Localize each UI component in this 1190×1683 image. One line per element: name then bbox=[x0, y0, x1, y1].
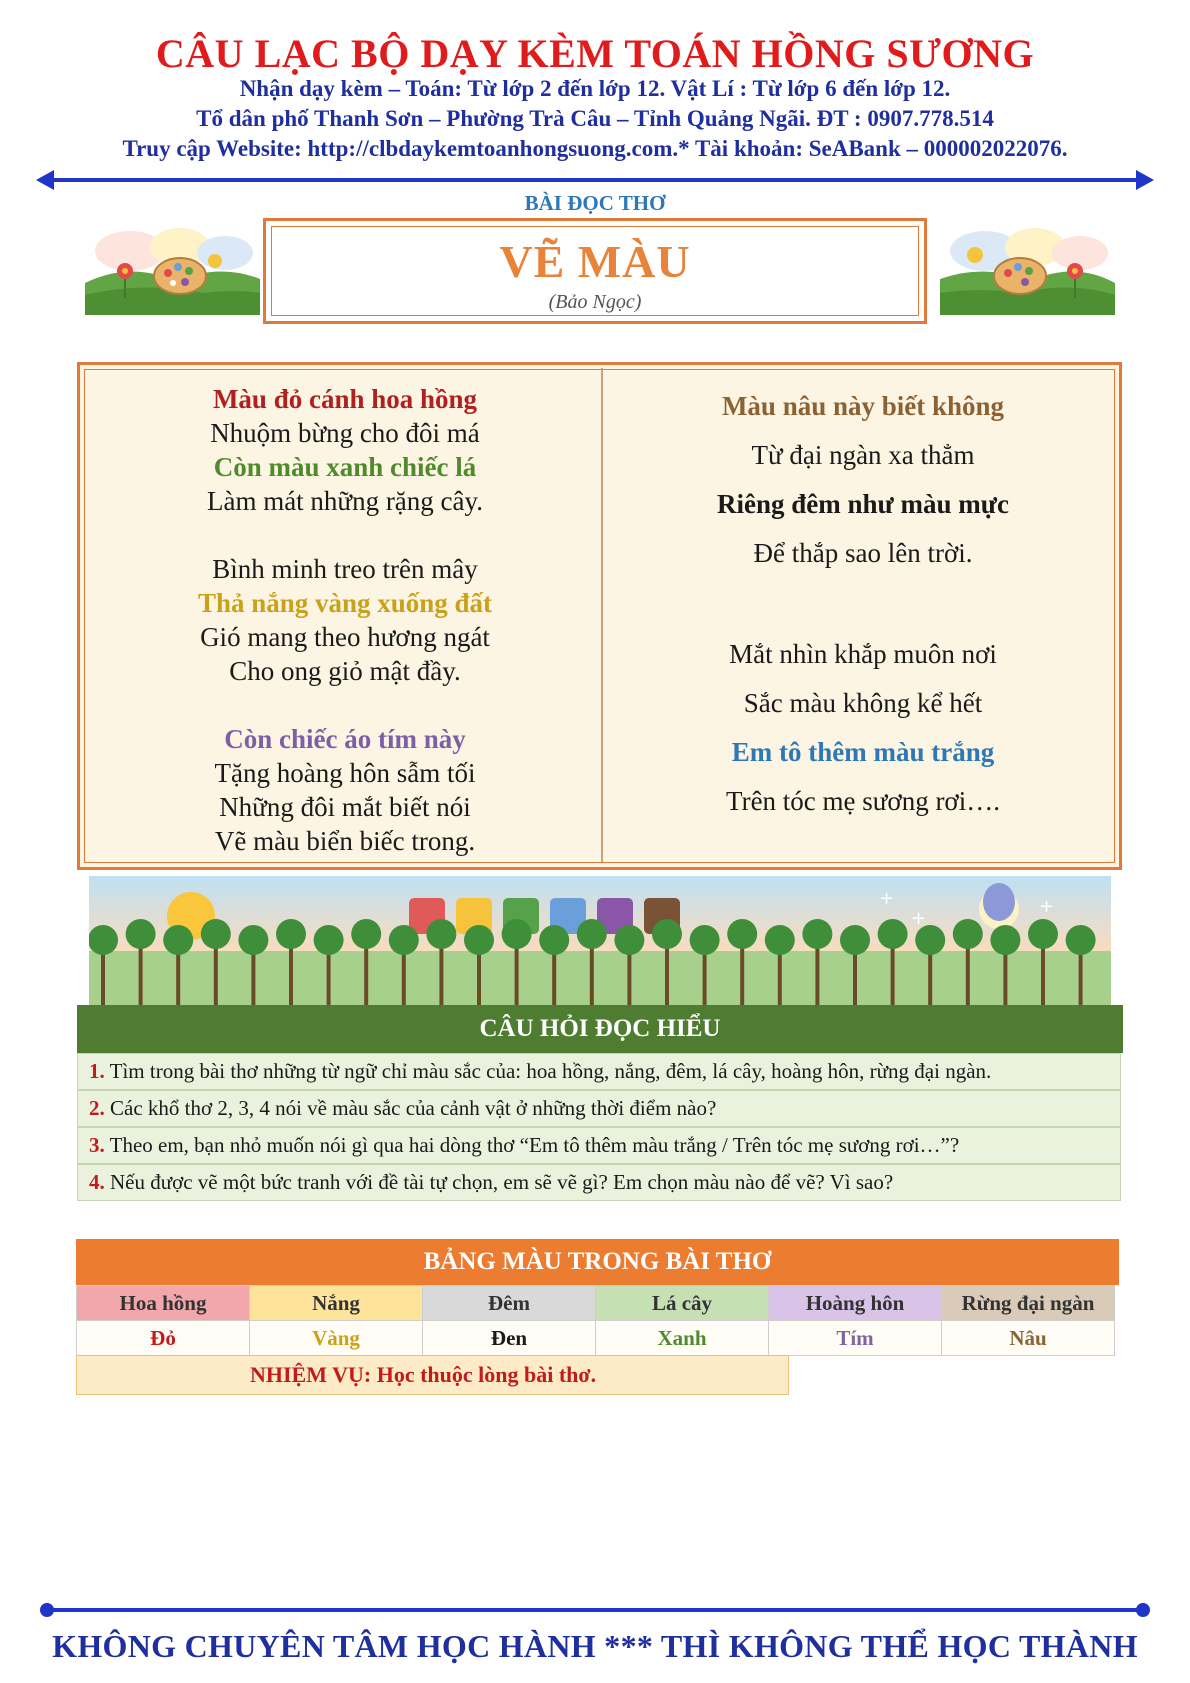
color-table-color-cell: Tím bbox=[769, 1321, 942, 1356]
color-table-color-cell: Nâu bbox=[942, 1321, 1115, 1356]
question-number: 4. bbox=[89, 1170, 105, 1194]
color-table-header: BẢNG MÀU TRONG BÀI THƠ bbox=[76, 1239, 1119, 1285]
poem-line: Sắc màu không kể hết bbox=[743, 688, 983, 718]
tree-icon bbox=[539, 925, 569, 955]
stanza-gap bbox=[95, 688, 595, 722]
poem-line: Bình minh treo trên mây bbox=[212, 554, 478, 584]
poem-box bbox=[77, 362, 1122, 870]
tree-icon bbox=[727, 919, 757, 949]
color-table-thing-cell: Nắng bbox=[250, 1286, 423, 1321]
question-row bbox=[77, 1164, 1121, 1201]
header-divider bbox=[48, 178, 1142, 182]
landscape-illustration bbox=[89, 876, 1111, 1006]
poem-line: Em tô thêm màu trắng bbox=[731, 737, 995, 767]
tree-icon bbox=[690, 925, 720, 955]
color-table-color-cell: Đỏ bbox=[77, 1321, 250, 1356]
tree-icon bbox=[802, 919, 832, 949]
color-table-things-row bbox=[77, 1286, 1115, 1321]
tree-icon bbox=[990, 925, 1020, 955]
poem-line: Cho ong giỏ mật đầy. bbox=[229, 656, 461, 686]
poem-line: Gió mang theo hương ngát bbox=[200, 622, 490, 652]
questions-header: CÂU HỎI ĐỌC HIỂU bbox=[77, 1005, 1123, 1053]
footer-dot-right bbox=[1136, 1603, 1150, 1617]
tree-icon bbox=[915, 925, 945, 955]
color-table-thing-cell: Lá cây bbox=[596, 1286, 769, 1321]
poem-line: Mắt nhìn khắp muôn nơi bbox=[729, 639, 997, 669]
tree-icon bbox=[1028, 919, 1058, 949]
tree-icon bbox=[614, 925, 644, 955]
poem-line: Thả nắng vàng xuống đất bbox=[197, 588, 493, 618]
question-number: 2. bbox=[89, 1096, 105, 1120]
poem-line: Nhuộm bừng cho đôi má bbox=[210, 418, 480, 448]
task-note: NHIỆM VỤ: Học thuộc lòng bài thơ. bbox=[76, 1355, 789, 1395]
poem-column-left bbox=[95, 382, 595, 858]
svg-text:+: + bbox=[911, 908, 927, 929]
poem-line: Màu nâu này biết không bbox=[721, 391, 1005, 421]
stanza-gap bbox=[95, 518, 595, 552]
color-table-thing-cell: Rừng đại ngàn bbox=[942, 1286, 1115, 1321]
palette-meadow-illustration-right bbox=[940, 223, 1115, 315]
tree-icon bbox=[351, 919, 381, 949]
poem-line: Những đôi mắt biết nói bbox=[219, 792, 471, 822]
color-table-thing-cell: Hoàng hôn bbox=[769, 1286, 942, 1321]
tree-icon bbox=[276, 919, 306, 949]
poem-line: Từ đại ngàn xa thẳm bbox=[751, 440, 975, 470]
poem-line: Màu đỏ cánh hoa hồng bbox=[212, 384, 478, 414]
poem-line: Còn chiếc áo tím này bbox=[224, 724, 466, 754]
tree-icon bbox=[878, 919, 908, 949]
question-number: 3. bbox=[89, 1133, 105, 1157]
tree-icon bbox=[464, 925, 494, 955]
tree-icon bbox=[1066, 925, 1096, 955]
tree-icon bbox=[652, 919, 682, 949]
poem-title: VẼ MÀU bbox=[499, 236, 691, 287]
divider-left-arrow-icon bbox=[36, 170, 54, 190]
tree-icon bbox=[953, 919, 983, 949]
question-row bbox=[77, 1053, 1121, 1090]
color-table-thing-cell: Đêm bbox=[423, 1286, 596, 1321]
palette-meadow-illustration-left bbox=[85, 223, 260, 315]
question-text: Theo em, bạn nhỏ muốn nói gì qua hai dòng thơ “Em tô thêm màu trắng / Trên tóc mẹ sương rơi…”? bbox=[104, 1133, 960, 1157]
tree-icon bbox=[426, 919, 456, 949]
moon-icon bbox=[983, 883, 1015, 921]
poem-line: Để thắp sao lên trời. bbox=[753, 538, 973, 568]
tree-icon bbox=[389, 925, 419, 955]
header-website-account: Truy cập Website: http://clbdaykemtoanhongsuong.com.* Tài khoản: SeABank – 000002022076. bbox=[122, 136, 1068, 161]
tree-icon bbox=[577, 919, 607, 949]
divider-right-arrow-icon bbox=[1136, 170, 1154, 190]
question-number: 1. bbox=[89, 1059, 105, 1083]
color-table bbox=[76, 1285, 1115, 1356]
header-teaching-info: Nhận dạy kèm – Toán: Từ lớp 2 đến lớp 12. Vật Lí : Từ lớp 6 đến lớp 12. bbox=[239, 76, 951, 101]
question-text: Các khổ thơ 2, 3, 4 nói về màu sắc của cảnh vật ở những thời điểm nào? bbox=[104, 1096, 717, 1120]
poem-author: (Bảo Ngọc) bbox=[548, 291, 642, 313]
tree-icon bbox=[126, 919, 156, 949]
footer-motto: KHÔNG CHUYÊN TÂM HỌC HÀNH *** THÌ KHÔNG THỂ HỌC THÀNH bbox=[52, 1628, 1138, 1664]
tree-icon bbox=[238, 925, 268, 955]
poem-column-divider bbox=[601, 368, 603, 862]
color-table-thing-cell: Hoa hồng bbox=[77, 1286, 250, 1321]
tree-icon bbox=[201, 919, 231, 949]
poem-line: Riêng đêm như màu mực bbox=[717, 489, 1009, 519]
section-label: BÀI ĐỌC THƠ bbox=[524, 191, 666, 215]
poem-title-box bbox=[263, 218, 927, 324]
stanza-gap bbox=[613, 578, 1113, 630]
tree-icon bbox=[840, 925, 870, 955]
poem-line: Làm mát những rặng cây. bbox=[206, 486, 484, 516]
header-address-phone: Tổ dân phố Thanh Sơn – Phường Trà Câu – Tỉnh Quảng Ngãi. ĐT : 0907.778.514 bbox=[196, 106, 994, 131]
poem-column-right bbox=[613, 382, 1113, 826]
svg-text:+: + bbox=[1039, 896, 1055, 917]
color-table-color-cell: Vàng bbox=[250, 1321, 423, 1356]
svg-text:+: + bbox=[879, 888, 895, 909]
tree-icon bbox=[502, 919, 532, 949]
poem-line: Vẽ màu biển biếc trong. bbox=[214, 826, 476, 856]
question-text: Tìm trong bài thơ những từ ngữ chỉ màu sắc của: hoa hồng, nắng, đêm, lá cây, hoàng hôn, rừng đại ngàn. bbox=[104, 1059, 992, 1083]
tree-icon bbox=[314, 925, 344, 955]
question-text: Nếu được vẽ một bức tranh với đề tài tự chọn, em sẽ vẽ gì? Em chọn màu nào để vẽ? Vì sao? bbox=[104, 1170, 894, 1194]
poem-line: Tặng hoàng hôn sẫm tối bbox=[214, 758, 476, 788]
footer-dot-left bbox=[40, 1603, 54, 1617]
question-row bbox=[77, 1090, 1121, 1127]
poem-line: Trên tóc mẹ sương rơi…. bbox=[726, 786, 1000, 816]
footer-divider bbox=[46, 1608, 1142, 1612]
question-row bbox=[77, 1127, 1121, 1164]
color-table-color-cell: Đen bbox=[423, 1321, 596, 1356]
club-title: CÂU LẠC BỘ DẠY KÈM TOÁN HỒNG SƯƠNG bbox=[155, 31, 1035, 76]
tree-icon bbox=[163, 925, 193, 955]
color-table-color-cell: Xanh bbox=[596, 1321, 769, 1356]
tree-icon bbox=[765, 925, 795, 955]
tree-icon bbox=[89, 925, 118, 955]
color-table-colors-row bbox=[77, 1321, 1115, 1356]
poem-line: Còn màu xanh chiếc lá bbox=[213, 452, 477, 482]
